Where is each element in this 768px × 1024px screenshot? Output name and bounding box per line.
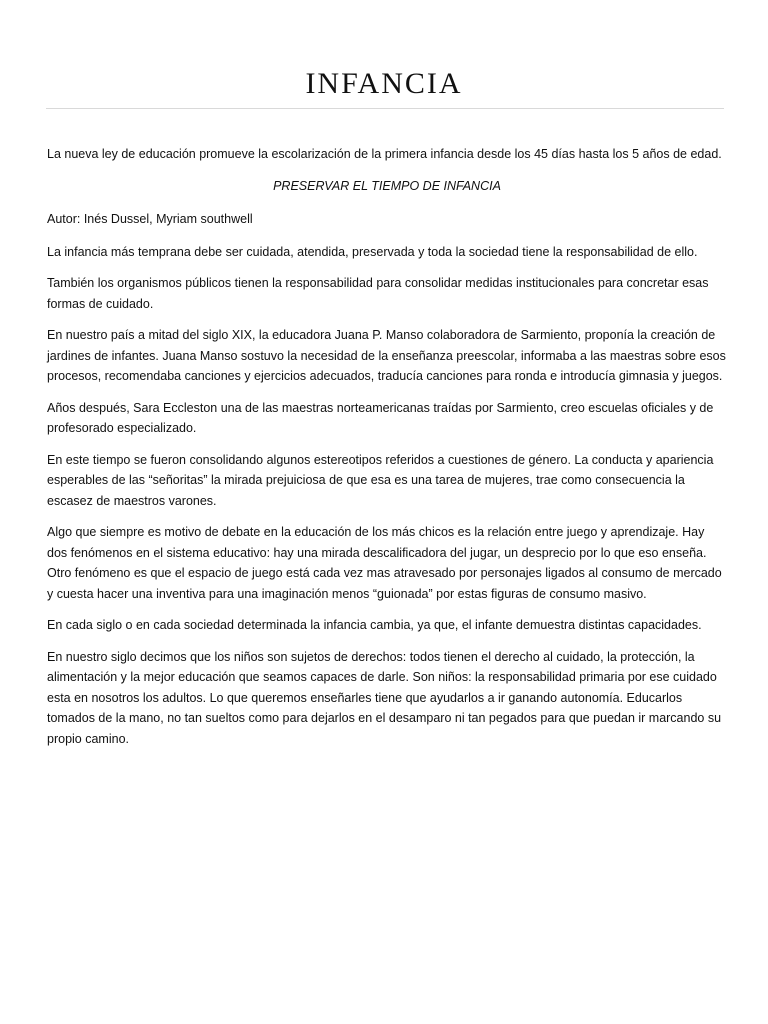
title-divider: [46, 108, 724, 109]
document-title: INFANCIA: [305, 67, 463, 100]
body-paragraph: En cada siglo o en cada sociedad determinada la infancia cambia, ya que, el infante demuestra distintas capacidades.: [47, 618, 702, 632]
body-paragraph: Años después, Sara Eccleston una de las maestras norteamericanas traídas por Sarmiento, creo escuelas oficiales y de profesorado especializado.: [47, 400, 714, 435]
intro-paragraph: La nueva ley de educación promueve la escolarización de la primera infancia desde los 45 días hasta los 5 años de edad.: [47, 147, 722, 161]
body-paragraph: En nuestro país a mitad del siglo XIX, la educadora Juana P. Manso colaboradora de Sarmiento, proponía la creación de jardines de infantes. Juana Manso sostuvo la necesidad de la enseñanza preescolar, informaba a las maestras sobre esos procesos, recomendaba canciones y ejercicios adecuados, traducía canciones para ronda e introducía gimnasia y juegos.: [47, 328, 726, 383]
author-line: Autor: Inés Dussel, Myriam southwell: [47, 212, 253, 226]
body-paragraph: La infancia más temprana debe ser cuidada, atendida, preservada y toda la sociedad tiene la responsabilidad de ello.: [47, 244, 698, 259]
section-subtitle: PRESERVAR EL TIEMPO DE INFANCIA: [273, 178, 501, 193]
body-paragraph: En nuestro siglo decimos que los niños son sujetos de derechos: todos tienen el derecho al cuidado, la protección, la alimentación y la mejor educación que seamos capaces de darle. Son niños: la responsabilidad primaria por ese cuidado esta en nosotros los adultos. Lo que queremos enseñarles tiene que ayudarlos a ir ganando autonomía. Educarlos tomados de la mano, no tan sueltos como para dejarlos en el desamparo ni tan pegados para que puedan ir marcando su propio camino.: [47, 649, 722, 746]
body-paragraph: Algo que siempre es motivo de debate en la educación de los más chicos es la relación entre juego y aprendizaje. Hay dos fenómenos en el sistema educativo: hay una mirada descalificadora del jugar, un desprecio por lo que eso enseña. Otro fenómeno es que el espacio de juego está cada vez mas atravesado por personajes ligados al consumo de mercado y cuesta hacer una inventiva para una imaginación menos “guionada” por estas figuras de consumo masivo.: [47, 525, 722, 601]
body-paragraph: En este tiempo se fueron consolidando algunos estereotipos referidos a cuestiones de género. La conducta y apariencia esperables de las “señoritas” la mirada prejuiciosa de que esa es una tarea de mujeres, trae como consecuencia la escasez de maestros varones.: [47, 452, 714, 508]
body-paragraph: También los organismos públicos tienen la responsabilidad para consolidar medidas institucionales para concretar esas formas de cuidado.: [47, 276, 709, 311]
document-body: [47, 144, 727, 760]
